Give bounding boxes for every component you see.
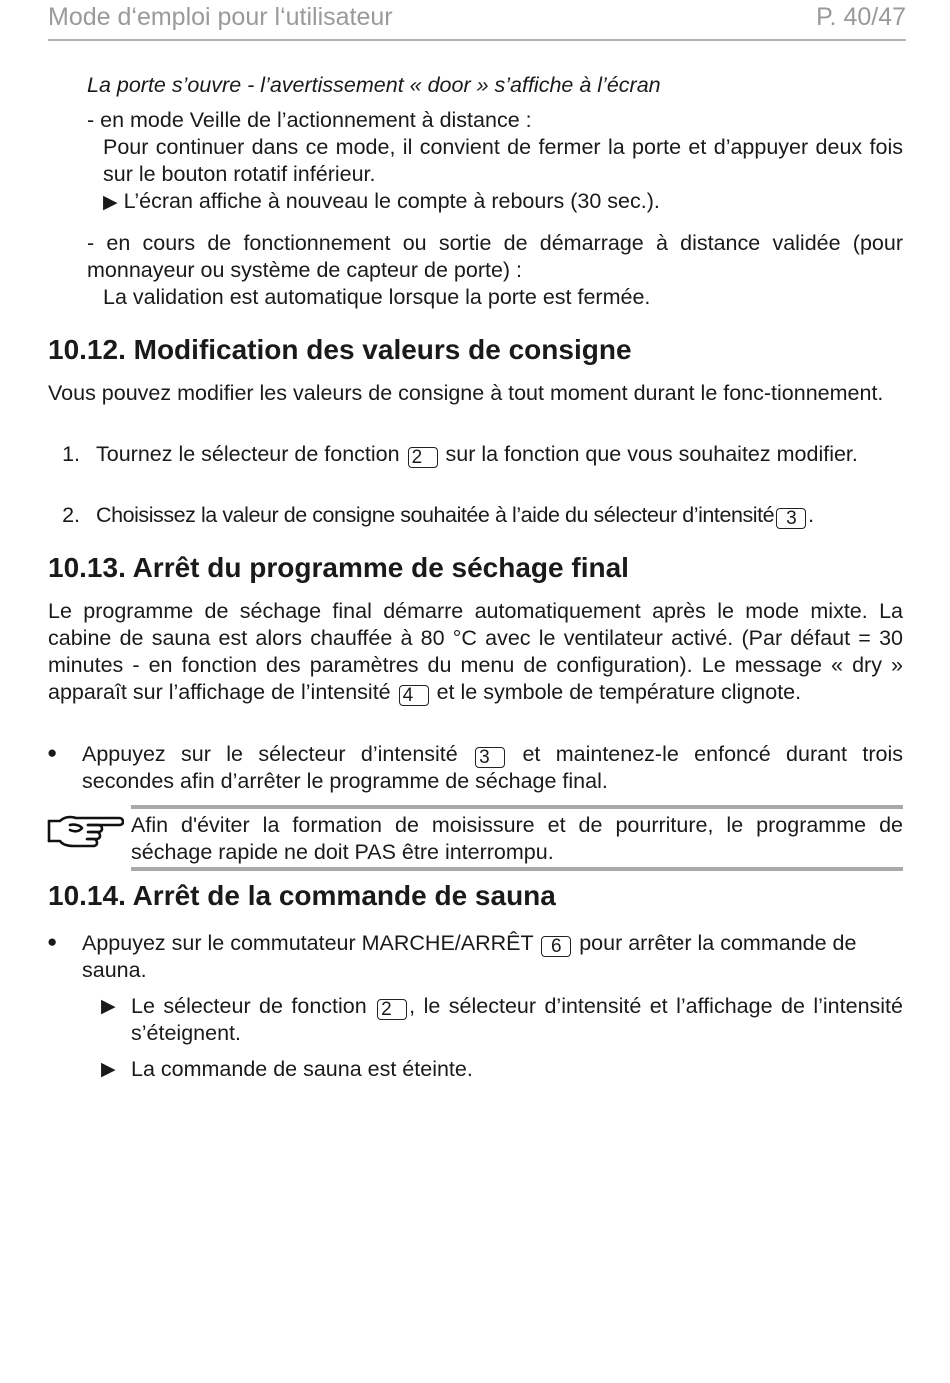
step2-text [96, 502, 908, 529]
mode1-result-text: L’écran affiche à nouveau le compte à rebours (30 sec.). [123, 189, 660, 213]
bullet-icon: ● [47, 743, 58, 762]
arrow-icon: ▶ [101, 1059, 116, 1080]
step2-after: . [808, 503, 814, 527]
result2-text: La commande de sauna est éteinte. [131, 1057, 473, 1081]
step1-before: Tournez le sélecteur de fonction [96, 442, 400, 466]
mode1-title: - en mode Veille de l’actionnement à distance : [87, 108, 532, 132]
section-1014-heading: 10.14. Arrêt de la commande de sauna [48, 880, 556, 911]
arrow-icon: ▶ [101, 996, 116, 1017]
stop-dry-after: et maintenez-le enfoncé durant trois secondes afin d’arrêter le programme de séchage final. [82, 742, 903, 793]
header-title: Mode d‘emploi pour l‘utilisateur [48, 3, 393, 31]
section-1013-paragraph [48, 598, 903, 706]
mode2-text: La validation est automatique lorsque la porte est fermée. [103, 285, 651, 309]
door-warning-line: La porte s’ouvre - l’avertissement « door » s’affiche à l’écran [87, 73, 661, 97]
drying-note-text: Afin d'éviter la formation de moisissure et de pourriture, le programme de séchage rapide ne doit PAS être interrompu. [131, 813, 903, 864]
header-divider [48, 39, 906, 41]
function-selector-ref: 2 [377, 999, 407, 1020]
step2-number: 2. [62, 503, 80, 527]
dry-para-before: Le programme de séchage final démarre automatiquement après le mode mixte. La cabine de sauna est alors chauffée à 80 °C avec le ventilateur activé. (Par défaut = 30 minutes - en fonction des paramètres du menu de configuration). Le message « dry » apparaît sur l’affichage de l’intensité [48, 599, 903, 704]
mode1-text: Pour continuer dans ce mode, il convient de fermer la porte et d’appuyer deux fois sur le bouton rotatif inférieur. [103, 135, 903, 186]
section-1013-heading: 10.13. Arrêt du programme de séchage final [48, 552, 629, 583]
arrow-icon: ▶ [103, 192, 118, 213]
intensity-display-ref: 4 [399, 685, 429, 706]
on-off-switch-ref: 6 [541, 936, 571, 957]
page-number: P. 40/47 [816, 3, 906, 31]
result1-text [131, 993, 903, 1047]
pointing-hand-icon [46, 814, 124, 852]
stop-dry-before: Appuyez sur le sélecteur d’intensité [82, 742, 458, 766]
power-switch-after: pour arrêter la commande de sauna. [82, 931, 857, 982]
dry-para-after: et le symbole de température clignote. [436, 680, 802, 704]
section-1013-bullet [82, 741, 903, 795]
note-top-rule [131, 805, 903, 809]
intensity-selector-ref: 3 [475, 747, 505, 768]
section-1012-intro: Vous pouvez modifier les valeurs de consigne à tout moment durant le fonc-tionnement. [48, 381, 884, 405]
mode1-result [103, 188, 903, 216]
result1-before: Le sélecteur de fonction [131, 994, 367, 1018]
step1-text [96, 441, 903, 468]
step1-after: sur la fonction que vous souhaitez modifier. [445, 442, 858, 466]
section-1014-bullet [82, 930, 907, 984]
step1-number: 1. [62, 442, 80, 466]
power-switch-before: Appuyez sur le commutateur MARCHE/ARRÊT [82, 931, 534, 955]
bullet-icon: ● [47, 932, 58, 951]
step2-before: Choisissez la valeur de consigne souhaitée à l’aide du sélecteur d’intensité [96, 503, 775, 527]
note-bottom-rule [131, 867, 903, 871]
page-header [48, 2, 906, 40]
intensity-selector-ref: 3 [776, 508, 806, 529]
result1-after: , le sélecteur d’intensité et l’affichage de l’intensité s’éteignent. [131, 994, 903, 1045]
section-1012-heading: 10.12. Modification des valeurs de consigne [48, 334, 632, 365]
mode2-title: - en cours de fonctionnement ou sortie de démarrage à distance validée (pour monnayeur ou système de capteur de porte) : [87, 231, 903, 282]
function-selector-ref: 2 [408, 447, 438, 468]
